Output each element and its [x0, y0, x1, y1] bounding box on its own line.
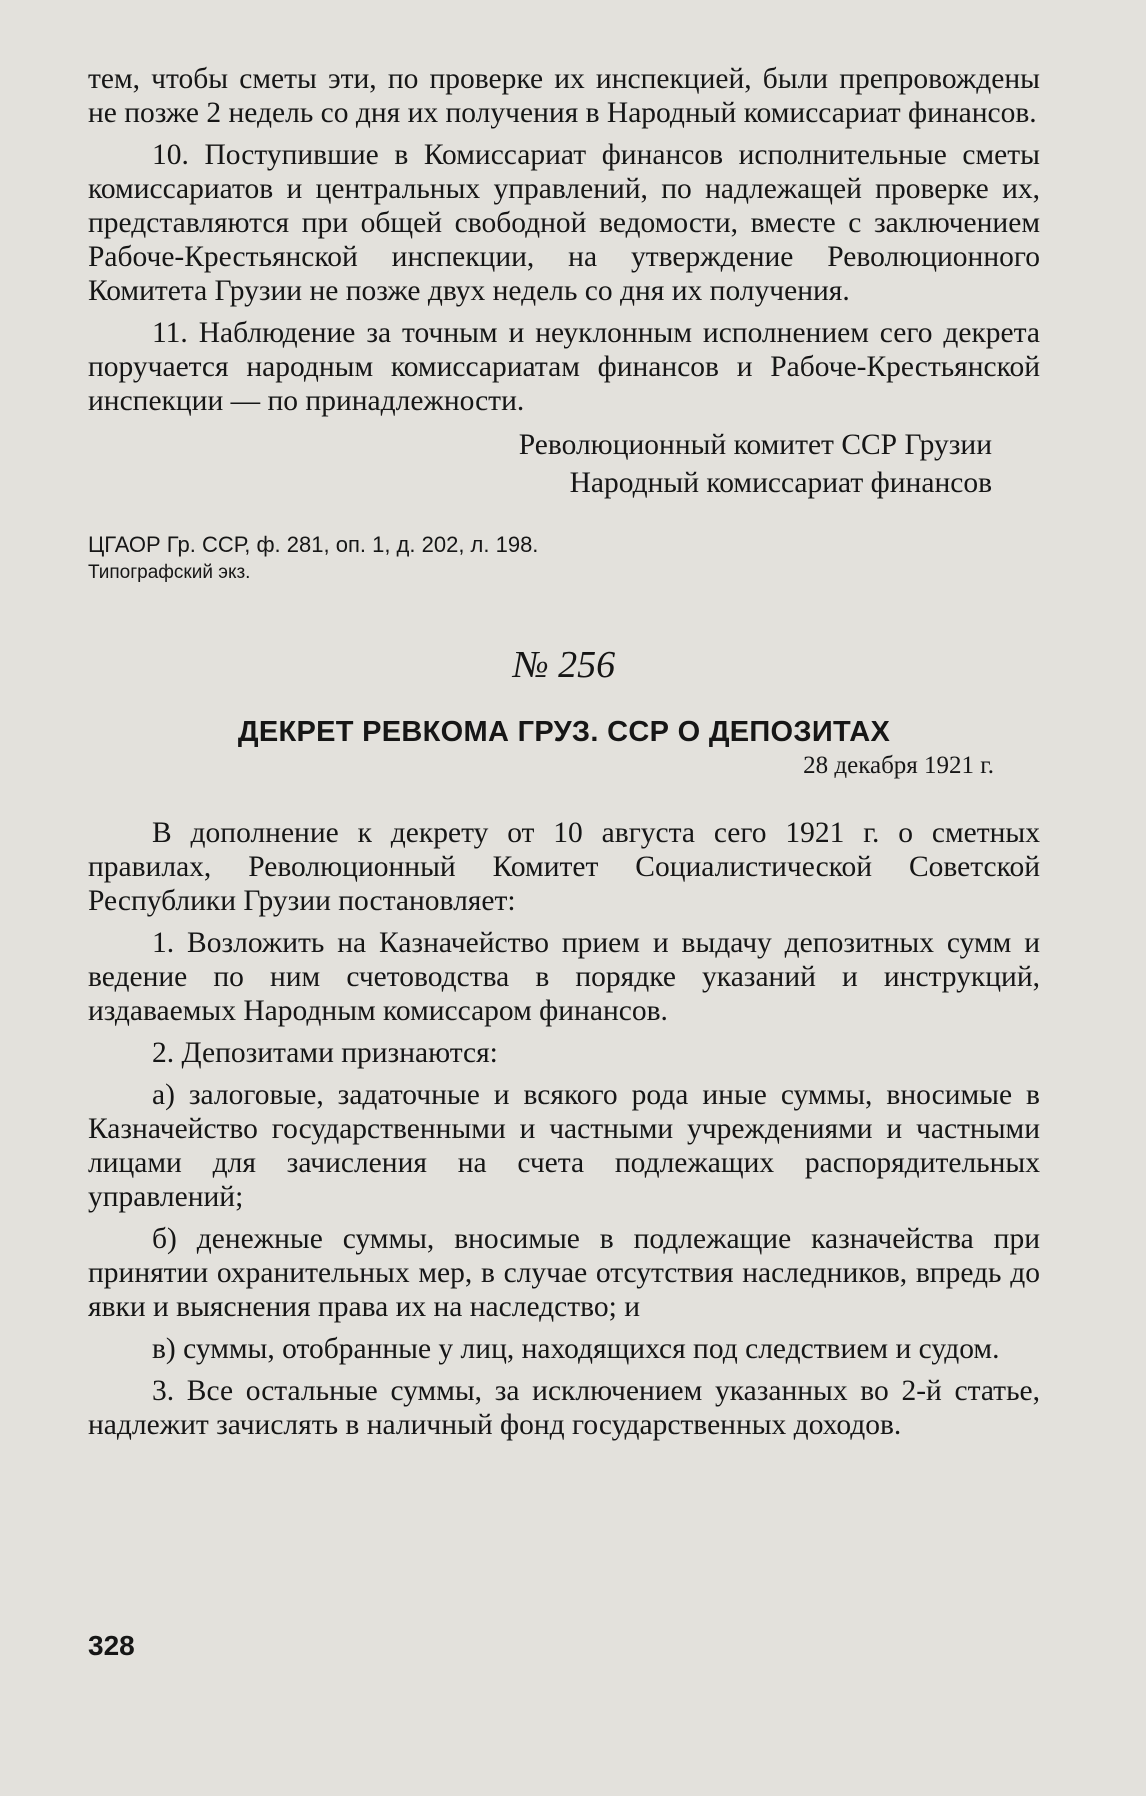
paragraph-article-1: 1. Возложить на Казначейство прием и выдачу депозитных сумм и ведение по ним счетоводства в порядке указаний и инструкций, издаваемых Народным комиссаром финансов.: [88, 927, 1040, 1027]
paragraph-article-10: 10. Поступившие в Комиссариат финансов исполнительные сметы комиссариатов и центральных управлений, по надлежащей проверке их, представляются при общей свободной ведомости, вместе с заключением Рабоче-Крестьянской инспекции, на утверждение Революционного Комитета Грузии не позже двух недель со дня их получения.: [88, 139, 1040, 307]
paragraph-preamble: В дополнение к декрету от 10 августа сего 1921 г. о сметных правилах, Революционный Комитет Социалистической Советской Республики Грузии постановляет:: [88, 817, 1040, 917]
signature-narkomfin: Народный комиссариат финансов: [569, 467, 992, 499]
archive-note: Типографский экз.: [88, 562, 251, 583]
signature-block: [88, 426, 1040, 502]
paragraph-item-v: в) суммы, отобранные у лиц, находящихся под следствием и судом.: [152, 1333, 1000, 1365]
paragraph-item-b: б) денежные суммы, вносимые в подлежащие казначейства при принятии охранительных мер, в случае отсутствия наследников, впредь до явки и выяснения права их на наследство; и: [88, 1223, 1040, 1323]
document-title: ДЕКРЕТ РЕВКОМА ГРУЗ. ССР О ДЕПОЗИТАХ: [237, 716, 891, 748]
signature-revcom: Революционный комитет ССР Грузии: [518, 429, 992, 461]
paragraph-continuation: тем, чтобы сметы эти, по проверке их инспекцией, были препровождены не позже 2 недель со дня их получения в Народный комиссариат финансов.: [88, 63, 1040, 129]
archive-reference: ЦГАОР Гр. ССР, ф. 281, оп. 1, д. 202, л. 198.: [88, 532, 539, 557]
document-number: № 256: [512, 644, 616, 686]
paragraph-article-3: 3. Все остальные суммы, за исключением указанных во 2-й статье, надлежит зачислять в наличный фонд государственных доходов.: [88, 1375, 1040, 1441]
document-date: 28 декабря 1921 г.: [803, 752, 994, 779]
paragraph-article-11: 11. Наблюдение за точным и неуклонным исполнением сего декрета поручается народным комиссариатам финансов и Рабоче-Крестьянской инспекции — по принадлежности.: [88, 317, 1040, 417]
page-content: [88, 62, 1040, 1450]
paragraph-article-2: 2. Депозитами признаются:: [152, 1037, 498, 1069]
page-number: 328: [88, 1630, 135, 1661]
paragraph-item-a: а) залоговые, задаточные и всякого рода иные суммы, вносимые в Казначейство государственными и частными учреждениями и частными лицами для зачисления на счета подлежащих распорядительных управлений;: [88, 1079, 1040, 1213]
